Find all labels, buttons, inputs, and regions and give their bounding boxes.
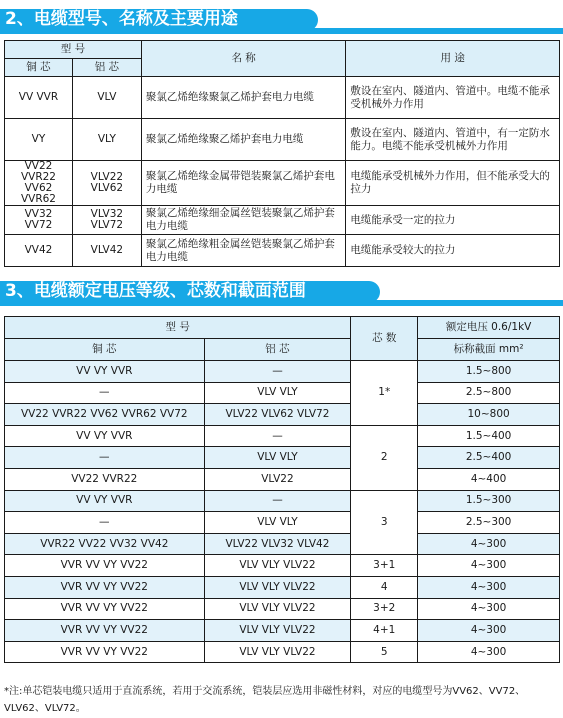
section-range-cell: 1.5~400 [418, 425, 560, 447]
section-range-cell: 4~300 [418, 555, 560, 577]
footnote: *注:单芯铠装电缆只适用于直流系统，若用于交流系统，铠装层应选用非磁性材料，对应的电缆型号为VV62、VV72、VLV62、VLV72。 [4, 686, 526, 714]
spec-row [5, 555, 560, 577]
section-range-cell: 2.5~400 [418, 447, 560, 469]
section-range-cell: 4~300 [418, 641, 560, 663]
section2-header [0, 278, 563, 306]
copper-cell: VV22 VVR22 VV62 VVR62 [5, 161, 73, 206]
section-range-cell: 2.5~300 [418, 512, 560, 534]
aluminum-model-cell: — [204, 490, 351, 512]
section-range-cell: 2.5~800 [418, 382, 560, 404]
aluminum-header: 铝 芯 [72, 59, 141, 77]
section-range-cell: 4~300 [418, 620, 560, 642]
aluminum-model-cell: VLV VLY [204, 382, 351, 404]
usage-cell: 敷设在室内、隧道内、管道中，有一定防水能力。电缆不能承受机械外力作用 [346, 119, 560, 161]
model-row [5, 119, 560, 161]
t2-aluminum-header: 铝 芯 [204, 339, 351, 361]
t2-section-header: 标称截面 mm² [418, 339, 560, 361]
section2-title: 3、电缆额定电压等级、芯数和截面范围 [5, 281, 306, 301]
section-range-cell: 4~400 [418, 468, 560, 490]
copper-cell: VV VVR [5, 77, 73, 119]
aluminum-cell: VLV42 [72, 235, 141, 267]
core-count-cell: 1* [351, 361, 418, 426]
spec-row [5, 468, 560, 490]
aluminum-model-cell: VLV VLY [204, 447, 351, 469]
usage-header: 用 途 [346, 41, 560, 77]
section-range-cell: 4~300 [418, 533, 560, 555]
name-cell: 聚氯乙烯绝缘金属带铠装聚氯乙烯护套电力电缆 [141, 161, 346, 206]
model-row [5, 235, 560, 267]
aluminum-cell: VLV [72, 77, 141, 119]
copper-model-cell: VVR VV VY VV22 [5, 620, 205, 642]
spec-row [5, 447, 560, 469]
spec-row [5, 620, 560, 642]
copper-model-cell: VVR VV VY VV22 [5, 555, 205, 577]
spec-row [5, 361, 560, 383]
core-count-cell: 3 [351, 490, 418, 555]
spec-row [5, 404, 560, 426]
copper-cell: VV42 [5, 235, 73, 267]
copper-model-cell: — [5, 512, 205, 534]
model-row [5, 206, 560, 235]
section1-title: 2、电缆型号、名称及主要用途 [5, 9, 238, 29]
copper-cell: VV32 VV72 [5, 206, 73, 235]
model-row [5, 161, 560, 206]
copper-model-cell: VV VY VVR [5, 425, 205, 447]
core-count-cell: 4 [351, 576, 418, 598]
section1-header [0, 6, 563, 34]
aluminum-cell: VLV32 VLV72 [72, 206, 141, 235]
copper-model-cell: VV22 VVR22 [5, 468, 205, 490]
copper-model-cell: VV22 VVR22 VV62 VVR62 VV72 [5, 404, 205, 426]
copper-model-cell: — [5, 382, 205, 404]
model-table [4, 40, 560, 267]
aluminum-model-cell: — [204, 425, 351, 447]
aluminum-model-cell: — [204, 361, 351, 383]
aluminum-model-cell: VLV VLY VLV22 [204, 641, 351, 663]
name-cell: 聚氯乙烯绝缘聚氯乙烯护套电力电缆 [141, 77, 346, 119]
aluminum-cell: VLV22 VLV62 [72, 161, 141, 206]
copper-model-cell: VVR VV VY VV22 [5, 641, 205, 663]
aluminum-model-cell: VLV VLY [204, 512, 351, 534]
usage-cell: 电缆能承受一定的拉力 [346, 206, 560, 235]
core-count-cell: 2 [351, 425, 418, 490]
usage-cell: 敷设在室内、隧道内、管道中。电缆不能承受机械外力作用 [346, 77, 560, 119]
spec-row [5, 382, 560, 404]
spec-row [5, 641, 560, 663]
copper-model-cell: VVR22 VV22 VV32 VV42 [5, 533, 205, 555]
spec-row [5, 533, 560, 555]
copper-model-cell: — [5, 447, 205, 469]
core-count-cell: 3+2 [351, 598, 418, 620]
aluminum-model-cell: VLV VLY VLV22 [204, 555, 351, 577]
section-range-cell: 1.5~300 [418, 490, 560, 512]
aluminum-cell: VLY [72, 119, 141, 161]
name-cell: 聚氯乙烯绝缘粗金属丝铠装聚氯乙烯护套电力电缆 [141, 235, 346, 267]
copper-model-cell: VV VY VVR [5, 361, 205, 383]
spec-row [5, 512, 560, 534]
section-range-cell: 10~800 [418, 404, 560, 426]
t2-voltage-header: 额定电压 0.6/1kV [418, 317, 560, 339]
spec-row [5, 576, 560, 598]
model-header: 型 号 [5, 41, 142, 59]
aluminum-model-cell: VLV22 VLV62 VLV72 [204, 404, 351, 426]
name-cell: 聚氯乙烯绝缘细金属丝铠装聚氯乙烯护套电力电缆 [141, 206, 346, 235]
core-count-cell: 4+1 [351, 620, 418, 642]
section-range-cell: 4~300 [418, 598, 560, 620]
spec-row [5, 598, 560, 620]
name-cell: 聚氯乙烯绝缘聚乙烯护套电力电缆 [141, 119, 346, 161]
model-row [5, 77, 560, 119]
section-range-cell: 4~300 [418, 576, 560, 598]
section-range-cell: 1.5~800 [418, 361, 560, 383]
copper-cell: VY [5, 119, 73, 161]
usage-cell: 电缆能承受较大的拉力 [346, 235, 560, 267]
core-count-cell: 5 [351, 641, 418, 663]
t2-cores-header: 芯 数 [351, 317, 418, 361]
t2-model-header: 型 号 [5, 317, 351, 339]
core-count-cell: 3+1 [351, 555, 418, 577]
name-header: 名 称 [141, 41, 346, 77]
aluminum-model-cell: VLV VLY VLV22 [204, 598, 351, 620]
usage-cell: 电缆能承受机械外力作用，但不能承受大的拉力 [346, 161, 560, 206]
aluminum-model-cell: VLV22 VLV32 VLV42 [204, 533, 351, 555]
spec-row [5, 425, 560, 447]
copper-model-cell: VVR VV VY VV22 [5, 598, 205, 620]
copper-model-cell: VV VY VVR [5, 490, 205, 512]
copper-model-cell: VVR VV VY VV22 [5, 576, 205, 598]
copper-header: 铜 芯 [5, 59, 73, 77]
spec-row [5, 490, 560, 512]
t2-copper-header: 铜 芯 [5, 339, 205, 361]
aluminum-model-cell: VLV VLY VLV22 [204, 576, 351, 598]
aluminum-model-cell: VLV VLY VLV22 [204, 620, 351, 642]
aluminum-model-cell: VLV22 [204, 468, 351, 490]
voltage-table [4, 316, 560, 663]
